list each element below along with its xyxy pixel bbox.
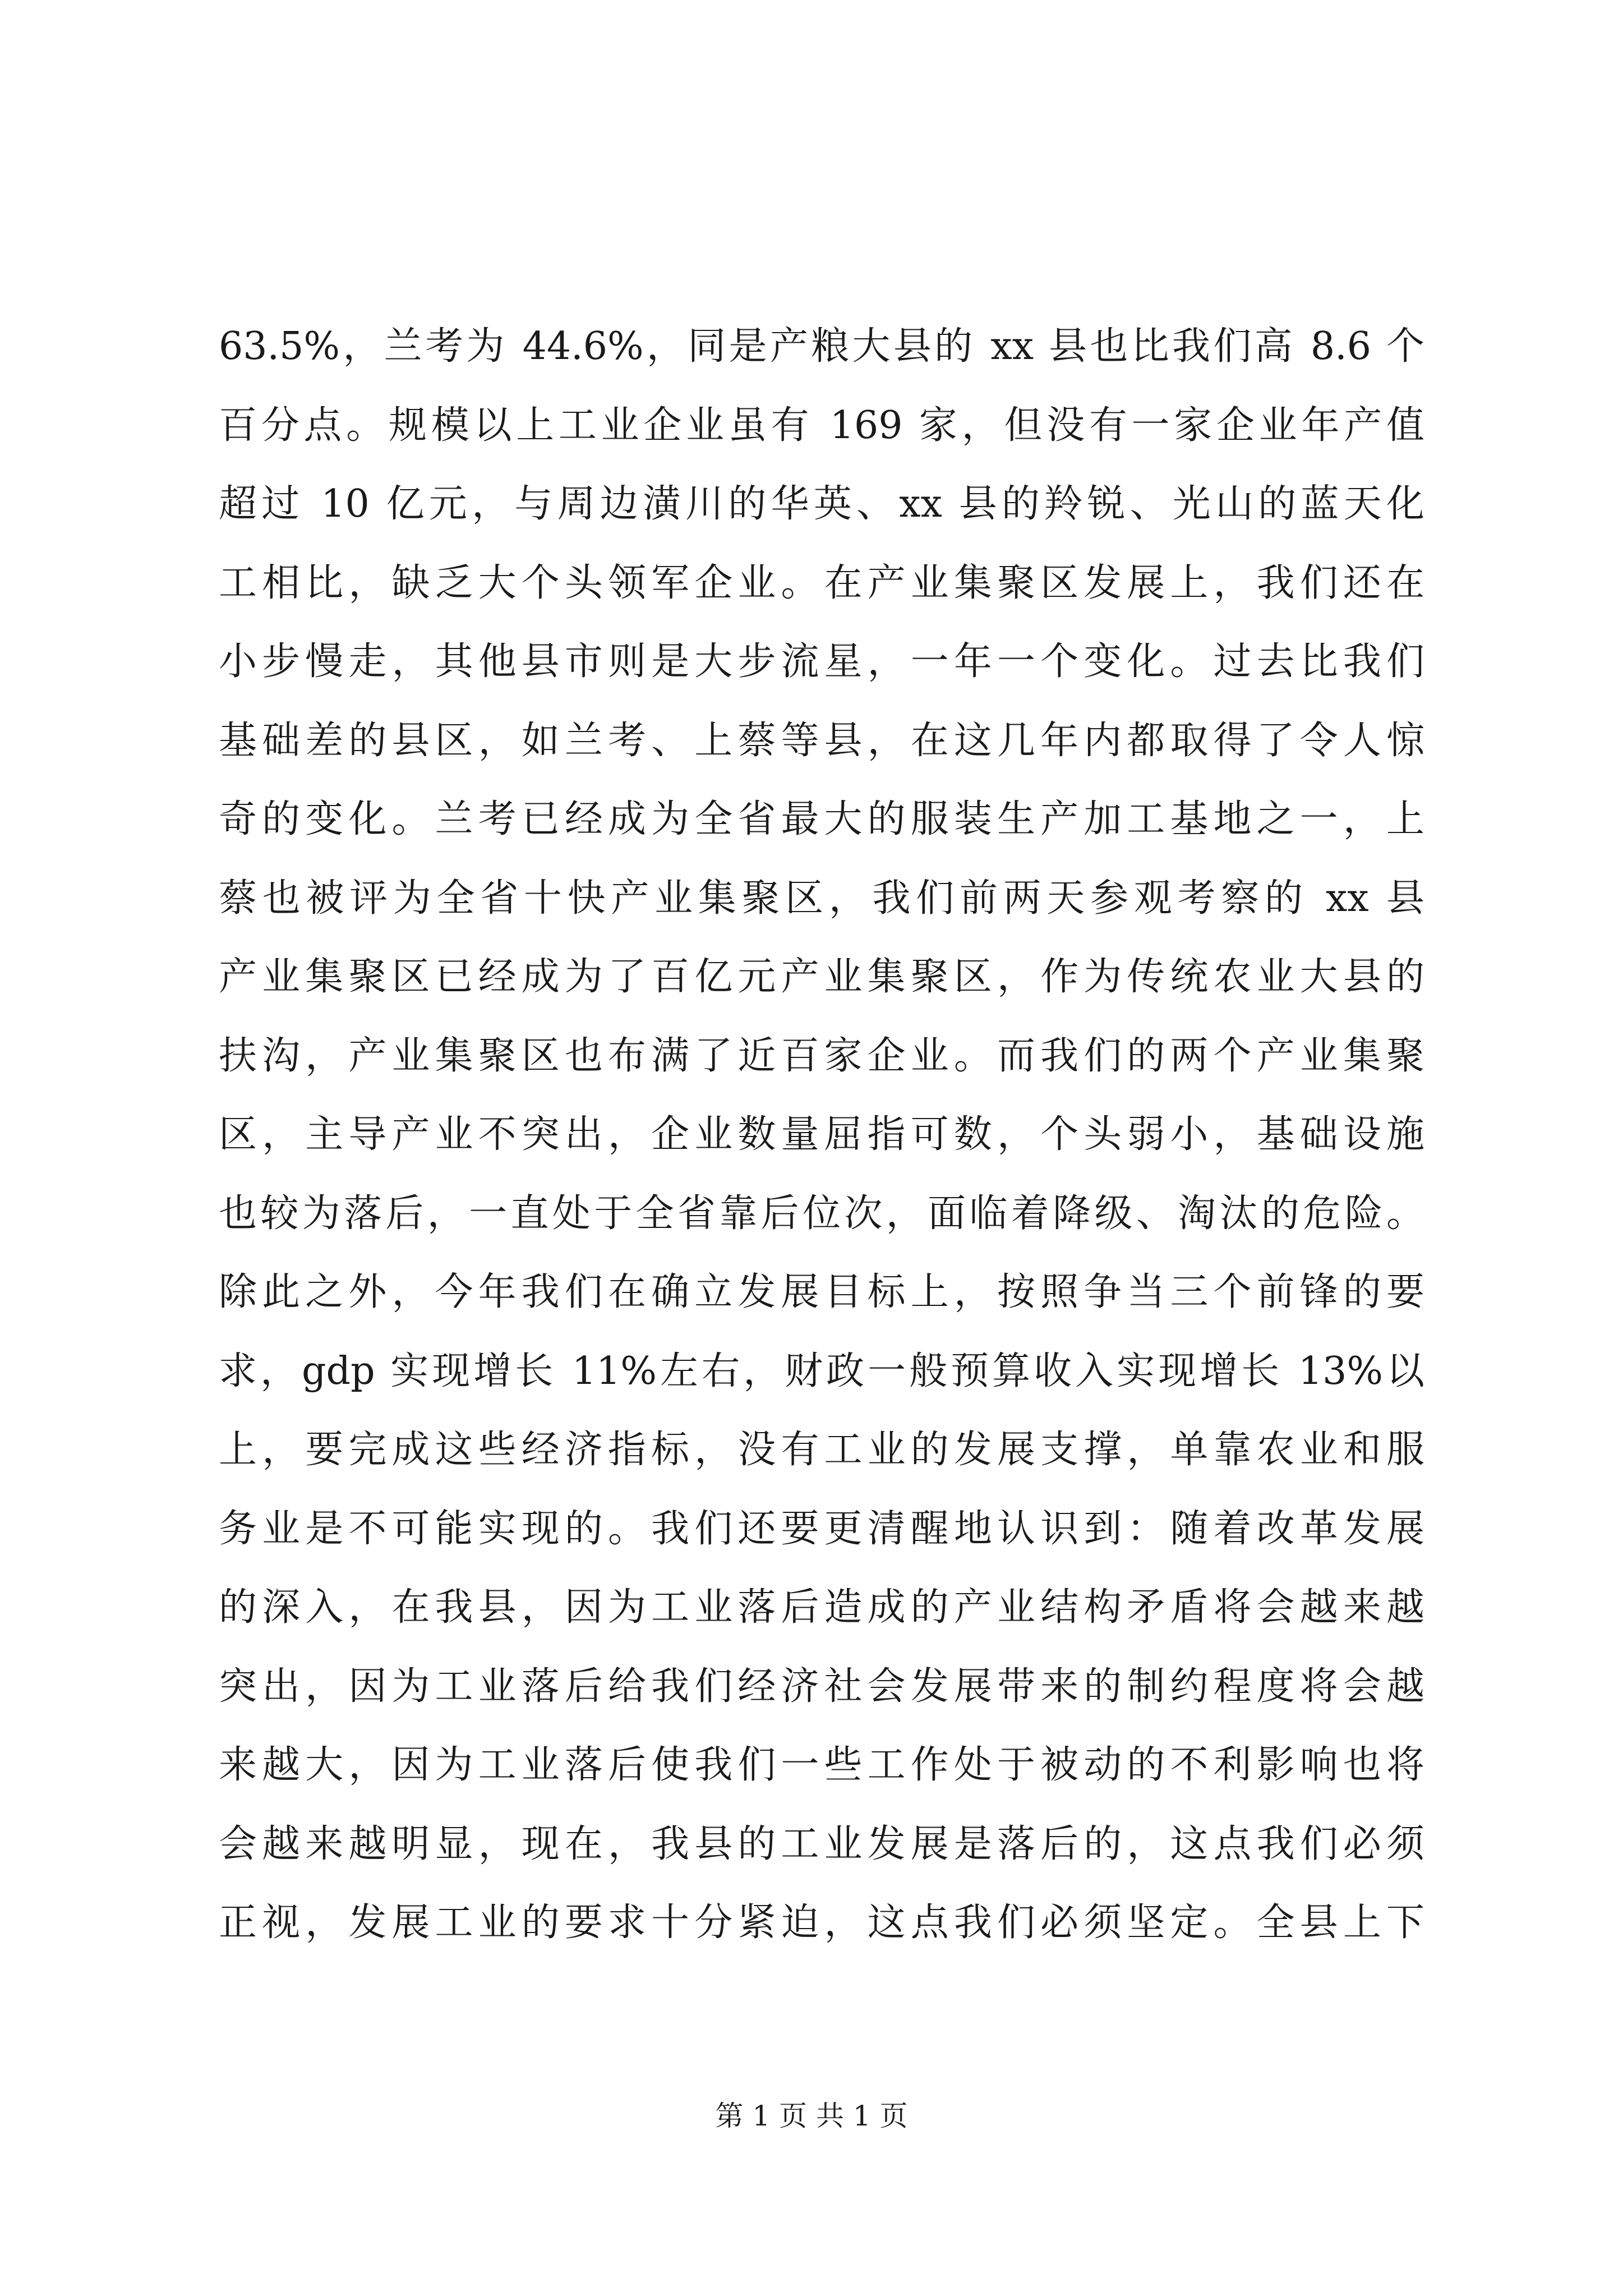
page-footer: 第 1 页 共 1 页 [715,2100,908,2132]
text-line: 求，gdp 实现增长 11%左右，财政一般预算收入实现增长 13%以 [219,1349,1424,1393]
text-line: 除此之外，今年我们在确立发展目标上，按照争当三个前锋的要 [219,1270,1424,1314]
text-line: 也较为落后，一直处于全省靠后位次，面临着降级、淘汰的危险。 [219,1191,1424,1236]
text-line: 百分点。规模以上工业企业虽有 169 家，但没有一家企业年产值 [219,403,1424,448]
text-line: 上，要完成这些经济指标，没有工业的发展支撑，单靠农业和服 [219,1428,1424,1472]
text-line: 产业集聚区已经成为了百亿元产业集聚区，作为传统农业大县的 [219,955,1424,999]
text-line: 小步慢走，其他县市则是大步流星，一年一个变化。过去比我们 [219,639,1424,684]
text-line: 63.5%，兰考为 44.6%，同是产粮大县的 xx 县也比我们高 8.6 个 [219,324,1424,369]
text-line: 的深入，在我县，因为工业落后造成的产业结构矛盾将会越来越 [219,1585,1424,1630]
text-line: 扶沟，产业集聚区也布满了近百家企业。而我们的两个产业集聚 [219,1033,1424,1078]
text-line: 突出，因为工业落后给我们经济社会发展带来的制约程度将会越 [219,1664,1424,1709]
text-line: 基础差的县区，如兰考、上蔡等县，在这几年内都取得了令人惊 [219,718,1424,763]
text-line: 工相比，缺乏大个头领军企业。在产业集聚区发展上，我们还在 [219,560,1424,605]
text-line: 超过 10 亿元，与周边潢川的华英、xx 县的羚锐、光山的蓝天化 [219,482,1424,526]
text-line: 务业是不可能实现的。我们还要更清醒地认识到：随着改革发展 [219,1506,1424,1551]
body-text [219,307,1424,1963]
text-line: 蔡也被评为全省十快产业集聚区，我们前两天参观考察的 xx 县 [219,876,1424,921]
text-line: 奇的变化。兰考已经成为全省最大的服装生产加工基地之一，上 [219,797,1424,841]
text-line: 来越大，因为工业落后使我们一些工作处于被动的不利影响也将 [219,1743,1424,1787]
text-line: 区，主导产业不突出，企业数量屈指可数，个头弱小，基础设施 [219,1112,1424,1157]
text-line: 会越来越明显，现在，我县的工业发展是落后的，这点我们必须 [219,1821,1424,1866]
text-line: 正视，发展工业的要求十分紧迫，这点我们必须坚定。全县上下 [219,1901,1424,1945]
